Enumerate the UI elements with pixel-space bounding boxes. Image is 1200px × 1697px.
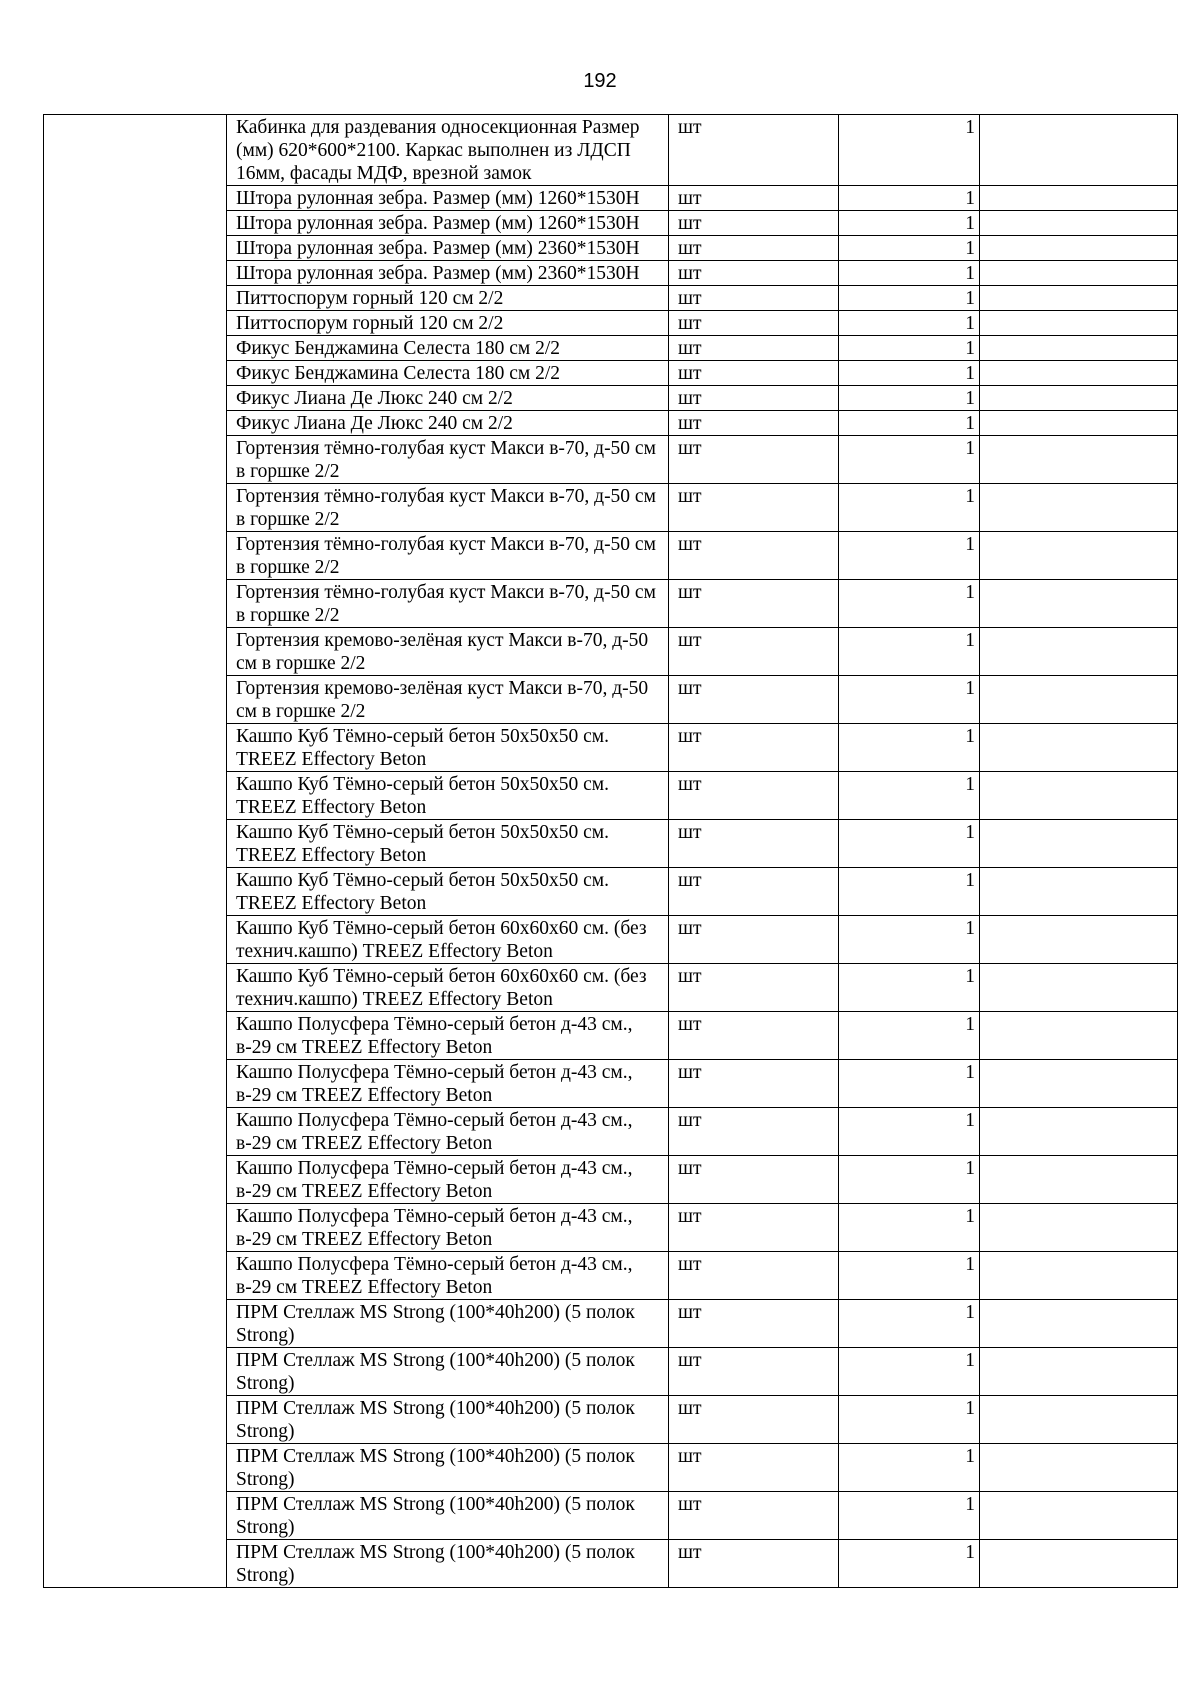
item-name-cell: Штора рулонная зебра. Размер (мм) 1260*1530Н: [227, 211, 669, 236]
empty-cell: [980, 532, 1178, 580]
quantity-cell: 1: [839, 772, 980, 820]
empty-cell: [980, 1108, 1178, 1156]
item-name-cell: Кашпо Куб Тёмно-серый бетон 50х50х50 см. TREEZ Effectory Beton: [227, 772, 669, 820]
unit-cell: шт: [669, 386, 839, 411]
empty-cell: [980, 724, 1178, 772]
item-name-cell: Кабинка для раздевания односекционная Размер (мм) 620*600*2100. Каркас выполнен из ЛДСП 16мм, фасады МДФ, врезной замок: [227, 115, 669, 186]
item-name-cell: ПРМ Стеллаж MS Strong (100*40h200) (5 полок Strong): [227, 1300, 669, 1348]
page-number: 192: [583, 70, 617, 92]
empty-cell: [980, 484, 1178, 532]
item-name-cell: ПРМ Стеллаж MS Strong (100*40h200) (5 полок Strong): [227, 1444, 669, 1492]
quantity-cell: 1: [839, 115, 980, 186]
quantity-cell: 1: [839, 532, 980, 580]
empty-cell: [980, 916, 1178, 964]
item-name-cell: Питтоспорум горный 120 см 2/2: [227, 286, 669, 311]
unit-cell: шт: [669, 772, 839, 820]
quantity-cell: 1: [839, 436, 980, 484]
unit-cell: шт: [669, 1012, 839, 1060]
quantity-cell: 1: [839, 1108, 980, 1156]
quantity-cell: 1: [839, 236, 980, 261]
empty-cell: [980, 186, 1178, 211]
table-body: [44, 115, 1178, 1588]
item-name-cell: Кашпо Куб Тёмно-серый бетон 50х50х50 см. TREEZ Effectory Beton: [227, 868, 669, 916]
unit-cell: шт: [669, 820, 839, 868]
item-name-cell: Гортензия тёмно-голубая куст Макси в-70, д-50 см в горшке 2/2: [227, 532, 669, 580]
items-table: [43, 114, 1178, 1588]
quantity-cell: 1: [839, 868, 980, 916]
unit-cell: шт: [669, 436, 839, 484]
quantity-cell: 1: [839, 916, 980, 964]
empty-cell: [980, 1300, 1178, 1348]
unit-cell: шт: [669, 1156, 839, 1204]
unit-cell: шт: [669, 484, 839, 532]
item-name-cell: Гортензия кремово-зелёная куст Макси в-70, д-50 см в горшке 2/2: [227, 676, 669, 724]
item-name-cell: Кашпо Куб Тёмно-серый бетон 50х50х50 см. TREEZ Effectory Beton: [227, 820, 669, 868]
item-name-cell: Гортензия тёмно-голубая куст Макси в-70, д-50 см в горшке 2/2: [227, 580, 669, 628]
empty-cell: [980, 1348, 1178, 1396]
quantity-cell: 1: [839, 411, 980, 436]
empty-cell: [980, 386, 1178, 411]
empty-cell: [980, 1012, 1178, 1060]
merged-first-column-cell: [44, 115, 227, 1588]
unit-cell: шт: [669, 286, 839, 311]
quantity-cell: 1: [839, 386, 980, 411]
unit-cell: шт: [669, 1492, 839, 1540]
empty-cell: [980, 261, 1178, 286]
empty-cell: [980, 115, 1178, 186]
unit-cell: шт: [669, 724, 839, 772]
quantity-cell: 1: [839, 1348, 980, 1396]
item-name-cell: Кашпо Полусфера Тёмно-серый бетон д-43 см., в-29 см TREEZ Effectory Beton: [227, 1108, 669, 1156]
empty-cell: [980, 580, 1178, 628]
table-row: [44, 115, 1178, 186]
quantity-cell: 1: [839, 580, 980, 628]
item-name-cell: Кашпо Полусфера Тёмно-серый бетон д-43 см., в-29 см TREEZ Effectory Beton: [227, 1156, 669, 1204]
quantity-cell: 1: [839, 311, 980, 336]
item-name-cell: Кашпо Полусфера Тёмно-серый бетон д-43 см., в-29 см TREEZ Effectory Beton: [227, 1204, 669, 1252]
unit-cell: шт: [669, 1540, 839, 1588]
item-name-cell: Штора рулонная зебра. Размер (мм) 1260*1530Н: [227, 186, 669, 211]
unit-cell: шт: [669, 580, 839, 628]
item-name-cell: ПРМ Стеллаж MS Strong (100*40h200) (5 полок Strong): [227, 1540, 669, 1588]
unit-cell: шт: [669, 868, 839, 916]
quantity-cell: 1: [839, 484, 980, 532]
item-name-cell: Штора рулонная зебра. Размер (мм) 2360*1530Н: [227, 261, 669, 286]
item-name-cell: Фикус Лиана Де Люкс 240 см 2/2: [227, 411, 669, 436]
unit-cell: шт: [669, 1204, 839, 1252]
quantity-cell: 1: [839, 211, 980, 236]
quantity-cell: 1: [839, 1444, 980, 1492]
unit-cell: шт: [669, 411, 839, 436]
quantity-cell: 1: [839, 820, 980, 868]
quantity-cell: 1: [839, 361, 980, 386]
unit-cell: шт: [669, 361, 839, 386]
unit-cell: шт: [669, 676, 839, 724]
empty-cell: [980, 964, 1178, 1012]
empty-cell: [980, 772, 1178, 820]
unit-cell: шт: [669, 1300, 839, 1348]
quantity-cell: 1: [839, 628, 980, 676]
quantity-cell: 1: [839, 676, 980, 724]
item-name-cell: Фикус Бенджамина Селеста 180 см 2/2: [227, 361, 669, 386]
unit-cell: шт: [669, 211, 839, 236]
empty-cell: [980, 1540, 1178, 1588]
item-name-cell: Гортензия тёмно-голубая куст Макси в-70, д-50 см в горшке 2/2: [227, 436, 669, 484]
empty-cell: [980, 1444, 1178, 1492]
empty-cell: [980, 1156, 1178, 1204]
empty-cell: [980, 628, 1178, 676]
empty-cell: [980, 286, 1178, 311]
unit-cell: шт: [669, 964, 839, 1012]
quantity-cell: 1: [839, 1396, 980, 1444]
unit-cell: шт: [669, 1252, 839, 1300]
quantity-cell: 1: [839, 1252, 980, 1300]
quantity-cell: 1: [839, 1540, 980, 1588]
empty-cell: [980, 436, 1178, 484]
empty-cell: [980, 676, 1178, 724]
quantity-cell: 1: [839, 186, 980, 211]
item-name-cell: Кашпо Полусфера Тёмно-серый бетон д-43 см., в-29 см TREEZ Effectory Beton: [227, 1012, 669, 1060]
empty-cell: [980, 1396, 1178, 1444]
item-name-cell: ПРМ Стеллаж MS Strong (100*40h200) (5 полок Strong): [227, 1492, 669, 1540]
unit-cell: шт: [669, 1444, 839, 1492]
empty-cell: [980, 211, 1178, 236]
item-name-cell: Фикус Бенджамина Селеста 180 см 2/2: [227, 336, 669, 361]
item-name-cell: Кашпо Куб Тёмно-серый бетон 60х60х60 см. (без технич.кашпо) TREEZ Effectory Beton: [227, 964, 669, 1012]
unit-cell: шт: [669, 1396, 839, 1444]
item-name-cell: Кашпо Полусфера Тёмно-серый бетон д-43 см., в-29 см TREEZ Effectory Beton: [227, 1252, 669, 1300]
item-name-cell: Штора рулонная зебра. Размер (мм) 2360*1530Н: [227, 236, 669, 261]
unit-cell: шт: [669, 1108, 839, 1156]
item-name-cell: Гортензия кремово-зелёная куст Макси в-70, д-50 см в горшке 2/2: [227, 628, 669, 676]
unit-cell: шт: [669, 261, 839, 286]
quantity-cell: 1: [839, 286, 980, 311]
unit-cell: шт: [669, 336, 839, 361]
quantity-cell: 1: [839, 1492, 980, 1540]
item-name-cell: Кашпо Куб Тёмно-серый бетон 60х60х60 см. (без технич.кашпо) TREEZ Effectory Beton: [227, 916, 669, 964]
quantity-cell: 1: [839, 964, 980, 1012]
unit-cell: шт: [669, 916, 839, 964]
item-name-cell: Кашпо Полусфера Тёмно-серый бетон д-43 см., в-29 см TREEZ Effectory Beton: [227, 1060, 669, 1108]
unit-cell: шт: [669, 311, 839, 336]
empty-cell: [980, 311, 1178, 336]
empty-cell: [980, 1492, 1178, 1540]
empty-cell: [980, 820, 1178, 868]
quantity-cell: 1: [839, 261, 980, 286]
item-name-cell: ПРМ Стеллаж MS Strong (100*40h200) (5 полок Strong): [227, 1348, 669, 1396]
quantity-cell: 1: [839, 1204, 980, 1252]
empty-cell: [980, 236, 1178, 261]
unit-cell: шт: [669, 115, 839, 186]
empty-cell: [980, 1204, 1178, 1252]
quantity-cell: 1: [839, 336, 980, 361]
unit-cell: шт: [669, 186, 839, 211]
empty-cell: [980, 868, 1178, 916]
unit-cell: шт: [669, 532, 839, 580]
item-name-cell: Кашпо Куб Тёмно-серый бетон 50х50х50 см. TREEZ Effectory Beton: [227, 724, 669, 772]
quantity-cell: 1: [839, 1300, 980, 1348]
empty-cell: [980, 361, 1178, 386]
unit-cell: шт: [669, 628, 839, 676]
unit-cell: шт: [669, 1060, 839, 1108]
item-name-cell: Гортензия тёмно-голубая куст Макси в-70, д-50 см в горшке 2/2: [227, 484, 669, 532]
item-name-cell: Питтоспорум горный 120 см 2/2: [227, 311, 669, 336]
unit-cell: шт: [669, 236, 839, 261]
unit-cell: шт: [669, 1348, 839, 1396]
quantity-cell: 1: [839, 1012, 980, 1060]
quantity-cell: 1: [839, 1060, 980, 1108]
item-name-cell: ПРМ Стеллаж MS Strong (100*40h200) (5 полок Strong): [227, 1396, 669, 1444]
quantity-cell: 1: [839, 1156, 980, 1204]
empty-cell: [980, 1252, 1178, 1300]
empty-cell: [980, 1060, 1178, 1108]
quantity-cell: 1: [839, 724, 980, 772]
empty-cell: [980, 411, 1178, 436]
empty-cell: [980, 336, 1178, 361]
item-name-cell: Фикус Лиана Де Люкс 240 см 2/2: [227, 386, 669, 411]
